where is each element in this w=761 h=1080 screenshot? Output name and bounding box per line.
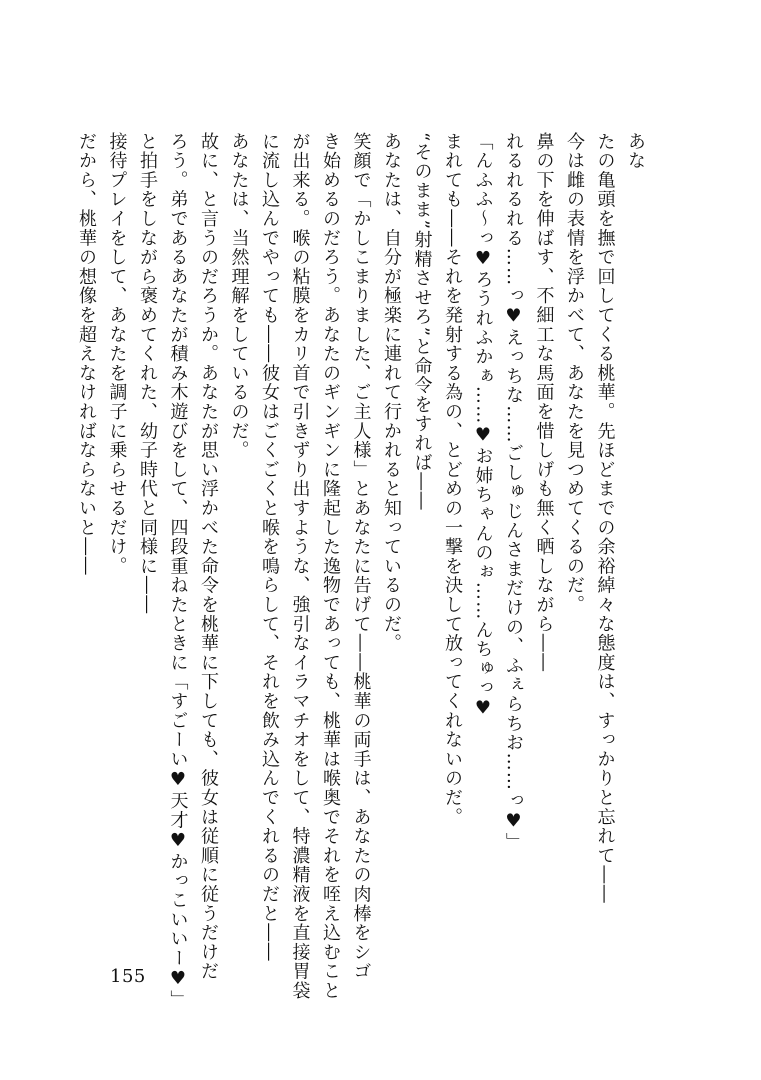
text-line-13: に流し込んでやっても――彼女はごくごくと喉を鳴らして、それを飲み込んでくれるのだと―― xyxy=(259,132,280,962)
text-line-8: “そのまま”射精させろ”と命令をすれば―― xyxy=(411,132,433,511)
text-line-4: 鼻の下を伸ばす、不細工な馬面を惜しげも無く晒しながら―― xyxy=(533,132,555,673)
text-line-15: 故に、と言うのだろうか。あなたが思い浮かべた命令を桃華に下しても、彼女は従順に従うだけだ xyxy=(198,132,219,982)
text-line-1: あな xyxy=(625,132,646,171)
text-line-6: 「んふふ～っ♥ろうれふかぁ……♥お姉ちゃんのぉ……んちゅっ♥ xyxy=(472,132,494,720)
text-line-10: 笑顔で「かしこまりました、ご主人様」とあなたに告げて――桃華の両手は、あなたの肉棒をシゴ xyxy=(350,132,372,982)
text-line-14: あなたは、当然理解をしているのだ。 xyxy=(228,132,250,461)
text-line-19: だから、桃華の想像を超えなければならないと―― xyxy=(76,132,97,576)
text-line-18: 接待プレイをして、あなたを調子に乗らせるだけ。 xyxy=(106,132,128,576)
text-line-17: と拍手をしながら褒めてくれた、幼子時代と同様に―― xyxy=(137,132,158,615)
page-number: 155 xyxy=(110,966,146,987)
text-line-3: 今は雌の表情を浮かべて、あなたを見つめてくるのだ。 xyxy=(564,132,585,615)
text-line-5: れるれるれる……っ♥えっちな……ごしゅじんさまだけの、ふぇらちお……っ♥」 xyxy=(503,132,524,853)
text-line-2: たの亀頭を撫で回してくる桃華。先ほどまでの余裕綽々な態度は、すっかりと忘れて―― xyxy=(594,132,616,904)
text-line-7: まれても――それを発射する為の、とどめの一撃を決して放ってくれないのだ。 xyxy=(442,132,463,827)
text-line-12: が出来る。喉の粘膜をカリ首で引きずり出すような、強引なイラマチオをして、特濃精液を直接胃袋 xyxy=(289,132,311,1001)
text-line-9: あなたは、自分が極楽に連れて行かれると知っているのだ。 xyxy=(381,132,402,654)
text-line-16: ろう。弟であるあなたが積み木遊びをして、四段重ねたときに「すごーい♥天才♥かっこいいー♥」 xyxy=(167,132,189,1010)
text-line-11: き始めるのだろう。あなたのギンギンに隆起した逸物であっても、桃華は喉奥でそれを咥え込むこと xyxy=(320,132,341,1001)
